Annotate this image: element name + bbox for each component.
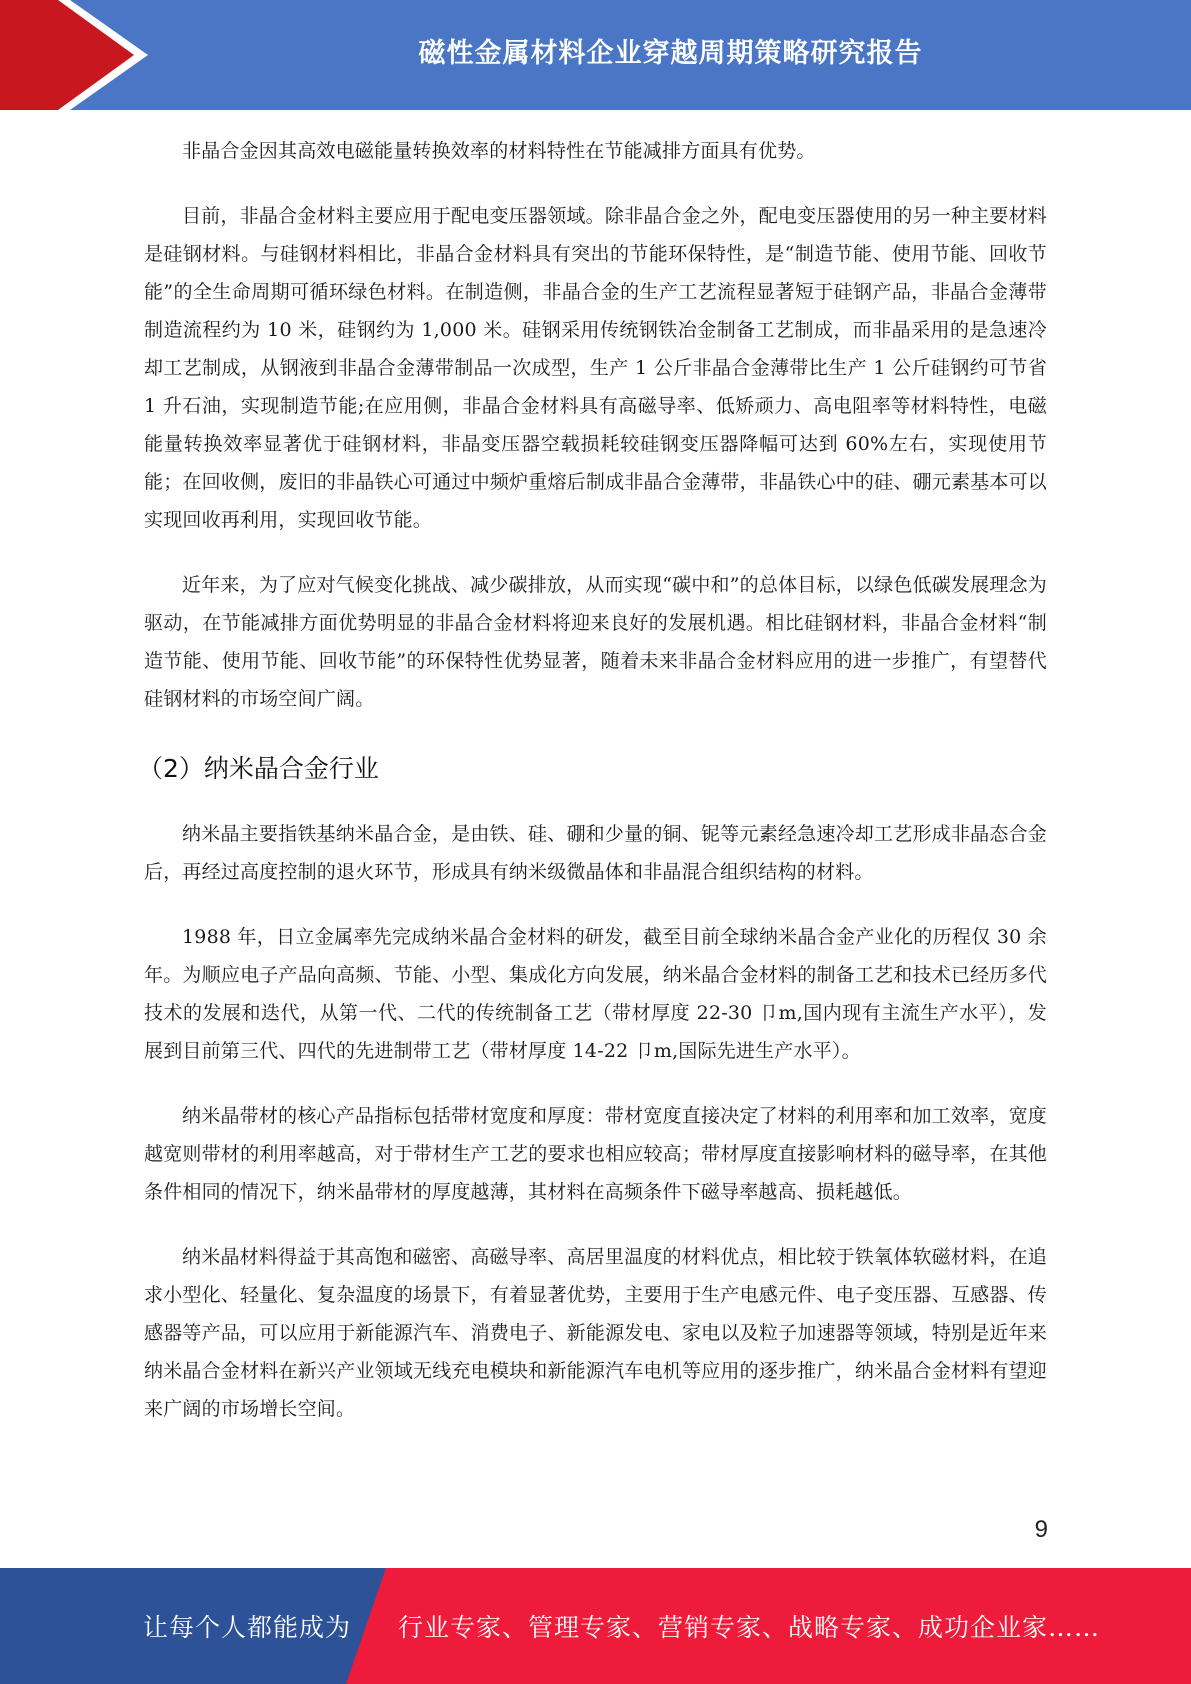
footer-slogan-left: 让每个人都能成为	[143, 1613, 352, 1642]
page-header	[0, 0, 1191, 110]
paragraph: 纳米晶材料得益于其高饱和磁密、高磁导率、高居里温度的材料优点，相比较于铁氧体软磁材料，在追求小型化、轻量化、复杂温度的场景下，有着显著优势，主要用于生产电感元件、电子变压器、互感器、传感器等产品，可以应用于新能源汽车、消费电子、新能源发电、家电以及粒子加速器等领域，特别是近年来纳米晶合金材料在新兴产业领域无线充电模块和新能源汽车电机等应用的逐步推广，纳米晶合金材料有望迎来广阔的市场增长空间。	[144, 1246, 1047, 1420]
paragraph: 纳米晶主要指铁基纳米晶合金，是由铁、硅、硼和少量的铜、铌等元素经急速冷却工艺形成非晶态合金后，再经过高度控制的退火环节，形成具有纳米级微晶体和非晶混合组织结构的材料。	[144, 823, 1047, 883]
page-number: 9	[1034, 1516, 1048, 1543]
paragraph: 目前，非晶合金材料主要应用于配电变压器领域。除非晶合金之外，配电变压器使用的另一种主要材料是硅钢材料。与硅钢材料相比，非晶合金材料具有突出的节能环保特性，是“制造节能、使用节能、回收节能”的全生命周期可循环绿色材料。在制造侧，非晶合金的生产工艺流程显著短于硅钢产品，非晶合金薄带制造流程约为 10 米，硅钢约为 1,000 米。硅钢采用传统钢铁冶金制备工艺制成，而非晶采用的是急速冷却工艺制成，从钢液到非晶合金薄带制品一次成型，生产 1 公斤非晶合金薄带比生产 1 公斤硅钢约可节省 1 升石油，实现制造节能;在应用侧，非晶合金材料具有高磁导率、低矫顽力、高电阻率等材料特性，电磁能量转换效率显著优于硅钢材料，非晶变压器空载损耗较硅钢变压器降幅可达到 60%左右，实现使用节能；在回收侧，废旧的非晶铁心可通过中频炉重熔后制成非晶合金薄带，非晶铁心中的硅、硼元素基本可以实现回收再利用，实现回收节能。	[144, 205, 1047, 531]
main-content	[138, 132, 1047, 1455]
section-heading: （2）纳米晶合金行业	[138, 754, 379, 783]
page-footer	[0, 1568, 1191, 1684]
paragraph: 非晶合金因其高效电磁能量转换效率的材料特性在节能减排方面具有优势。	[182, 140, 816, 162]
document-title: 磁性金属材料企业穿越周期策略研究报告	[418, 37, 923, 69]
paragraph: 纳米晶带材的核心产品指标包括带材宽度和厚度：带材宽度直接决定了材料的利用率和加工效率，宽度越宽则带材的利用率越高，对于带材生产工艺的要求也相应较高；带材厚度直接影响材料的磁导率，在其他条件相同的情况下，纳米晶带材的厚度越薄，其材料在高频条件下磁导率越高、损耗越低。	[144, 1105, 1047, 1203]
paragraph: 1988 年，日立金属率先完成纳米晶合金材料的研发，截至目前全球纳米晶合金产业化的历程仅 30 余年。为顺应电子产品向高频、节能、小型、集成化方向发展，纳米晶合金材料的制备工艺和技术已经历多代技术的发展和迭代，从第一代、二代的传统制备工艺（带材厚度 22-30 卩m,国内现有主流生产水平），发展到目前第三代、四代的先进制带工艺（带材厚度 14-22 卩m,国际先进生产水平）。	[144, 926, 1047, 1062]
footer-slogan-right: 行业专家、管理专家、营销专家、战略专家、成功企业家……	[398, 1613, 1101, 1642]
paragraph: 近年来，为了应对气候变化挑战、减少碳排放，从而实现“碳中和”的总体目标，以绿色低碳发展理念为驱动，在节能减排方面优势明显的非晶合金材料将迎来良好的发展机遇。相比硅钢材料，非晶合金材料“制造节能、使用节能、回收节能”的环保特性优势显著，随着未来非晶合金材料应用的进一步推广，有望替代硅钢材料的市场空间广阔。	[144, 574, 1047, 710]
